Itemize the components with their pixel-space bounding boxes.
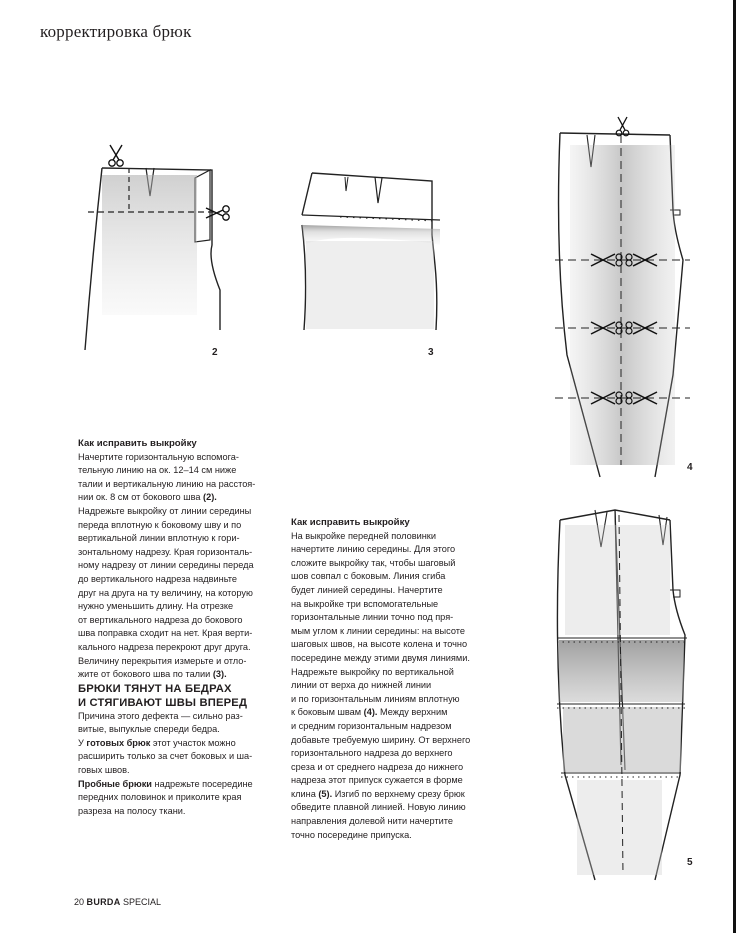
left-text-column bbox=[78, 437, 293, 818]
brand-suffix: SPECIAL bbox=[123, 897, 162, 907]
text-line: обведите плавной линией. Новую линию bbox=[291, 802, 466, 813]
text-line: нии ок. 8 см от бокового шва (2). bbox=[78, 492, 217, 503]
scissors-icon bbox=[109, 145, 123, 166]
text-line: Надрежьте выкройку от линии середины bbox=[78, 505, 252, 516]
text-line: посередине между этими двумя линиями. bbox=[291, 652, 470, 663]
figure-ref: (3). bbox=[212, 669, 227, 680]
text-line: расширить только за счет боковых и ша- bbox=[78, 751, 253, 762]
text-line: зонтальному надрезу. Края горизонталь- bbox=[78, 546, 253, 557]
text-line: кального надреза перекроют друг друга. bbox=[78, 641, 251, 652]
figure-4 bbox=[555, 115, 695, 485]
figure-ref: (4). bbox=[363, 707, 378, 718]
text-line: до вертикального надреза надвиньте bbox=[78, 573, 237, 584]
figure-5-drawing bbox=[555, 505, 695, 885]
page-footer bbox=[74, 897, 161, 907]
figure-3 bbox=[300, 165, 450, 335]
text-line: надреза этот припуск сужается в форме bbox=[291, 775, 463, 786]
text-line: витые, выпуклые спереди бедра. bbox=[78, 724, 220, 735]
text-line: Надрежьте выкройку по вертикальной bbox=[291, 666, 454, 677]
text-line: точно посередине припуска. bbox=[291, 829, 412, 840]
page-title: корректировка брюк bbox=[40, 22, 192, 41]
brand-name: BURDA bbox=[86, 897, 121, 907]
text-line: линии от верха до нижней линии bbox=[291, 680, 432, 691]
text-line: горизонтальные линии точно под пря- bbox=[291, 612, 454, 623]
scissors-icon bbox=[616, 117, 629, 136]
text-line: вертикальной линии вплотную к гори- bbox=[78, 533, 240, 544]
figure-ref: (5). bbox=[318, 788, 333, 799]
text-line: нужно уменьшить длину. На отрезке bbox=[78, 601, 234, 612]
text-line: жите от бокового шва по талии (3). bbox=[78, 669, 227, 680]
text-line: тельную линию на ок. 12–14 см ниже bbox=[78, 465, 237, 476]
text-line: Причина этого дефекта — сильно раз- bbox=[78, 710, 243, 721]
text-line: и по горизонтальным линиям вплотную bbox=[291, 693, 460, 704]
text-line: На выкройке передней половинки bbox=[291, 530, 436, 541]
text-line: добавьте требуемую ширину. От верхнего bbox=[291, 734, 471, 745]
text-line: талии и вертикальную линию на расстоя- bbox=[78, 478, 256, 489]
text-line: Начертите горизонтальную вспомога- bbox=[78, 451, 239, 462]
page-number: 20 bbox=[74, 897, 85, 907]
text-line: к боковым швам (4). Между верхним bbox=[291, 707, 448, 718]
figure-2-number: 2 bbox=[212, 347, 218, 358]
text-line: У готовых брюк этот участок можно bbox=[78, 737, 236, 748]
text-line: и средним горизонтальным надрезом bbox=[291, 720, 452, 731]
figure-3-drawing bbox=[300, 165, 450, 335]
text-line: клина (5). Изгиб по верхнему срезу брюк bbox=[291, 788, 465, 799]
text-line: друг на друга на ту величину, на которую bbox=[78, 587, 253, 598]
figure-3-number: 3 bbox=[428, 347, 434, 358]
text-line: шва поправка сходит на нет. Края верти- bbox=[78, 628, 253, 639]
section-heading-caps: БРЮКИ ТЯНУТ НА БЕДРАХ И СТЯГИВАЮТ ШВЫ ВПЕРЕД bbox=[78, 682, 248, 709]
figure-5-number: 5 bbox=[687, 857, 693, 868]
text-line: передних половинок и приколите края bbox=[78, 792, 242, 803]
section-heading: Как исправить выкройку bbox=[291, 517, 410, 528]
figure-2 bbox=[80, 140, 230, 350]
right-text-column bbox=[291, 516, 506, 842]
figure-5 bbox=[555, 505, 695, 885]
text-line: шаговых швов, на высоте колена и точно bbox=[291, 639, 468, 650]
text-line: разреза на полосу ткани. bbox=[78, 805, 186, 816]
figure-4-drawing bbox=[555, 115, 695, 485]
text-line: Пробные брюки надрежьте посередине bbox=[78, 778, 253, 789]
text-line: направления долевой нити начертите bbox=[291, 816, 454, 827]
figure-ref: (2). bbox=[203, 492, 217, 503]
figure-2-drawing bbox=[80, 140, 230, 350]
text-line: мым углом к линии середины: на высоте bbox=[291, 625, 465, 636]
text-line: горизонтального надреза до верхнего bbox=[291, 748, 453, 759]
text-line: начертите линию середины. Для этого bbox=[291, 544, 456, 555]
text-line: переда вплотную к боковому шву и по bbox=[78, 519, 242, 530]
text-line: среза и от среднего надреза до нижнего bbox=[291, 761, 464, 772]
text-line: говых швов. bbox=[78, 765, 130, 776]
text-line: от вертикального надреза до бокового bbox=[78, 614, 243, 625]
text-line: на выкройке три вспомогательные bbox=[291, 598, 439, 609]
text-line: шов совпал с боковым. Линия сгиба bbox=[291, 571, 446, 582]
text-line: будет линией середины. Начертите bbox=[291, 584, 443, 595]
text-line: ному надрезу от линии середины переда bbox=[78, 560, 254, 571]
figure-4-number: 4 bbox=[687, 462, 693, 473]
section-heading: Как исправить выкройку bbox=[78, 438, 197, 449]
text-line: Величину перекрытия измерьте и отло- bbox=[78, 655, 247, 666]
text-line: сложите выкройку так, чтобы шаговый bbox=[291, 557, 456, 568]
